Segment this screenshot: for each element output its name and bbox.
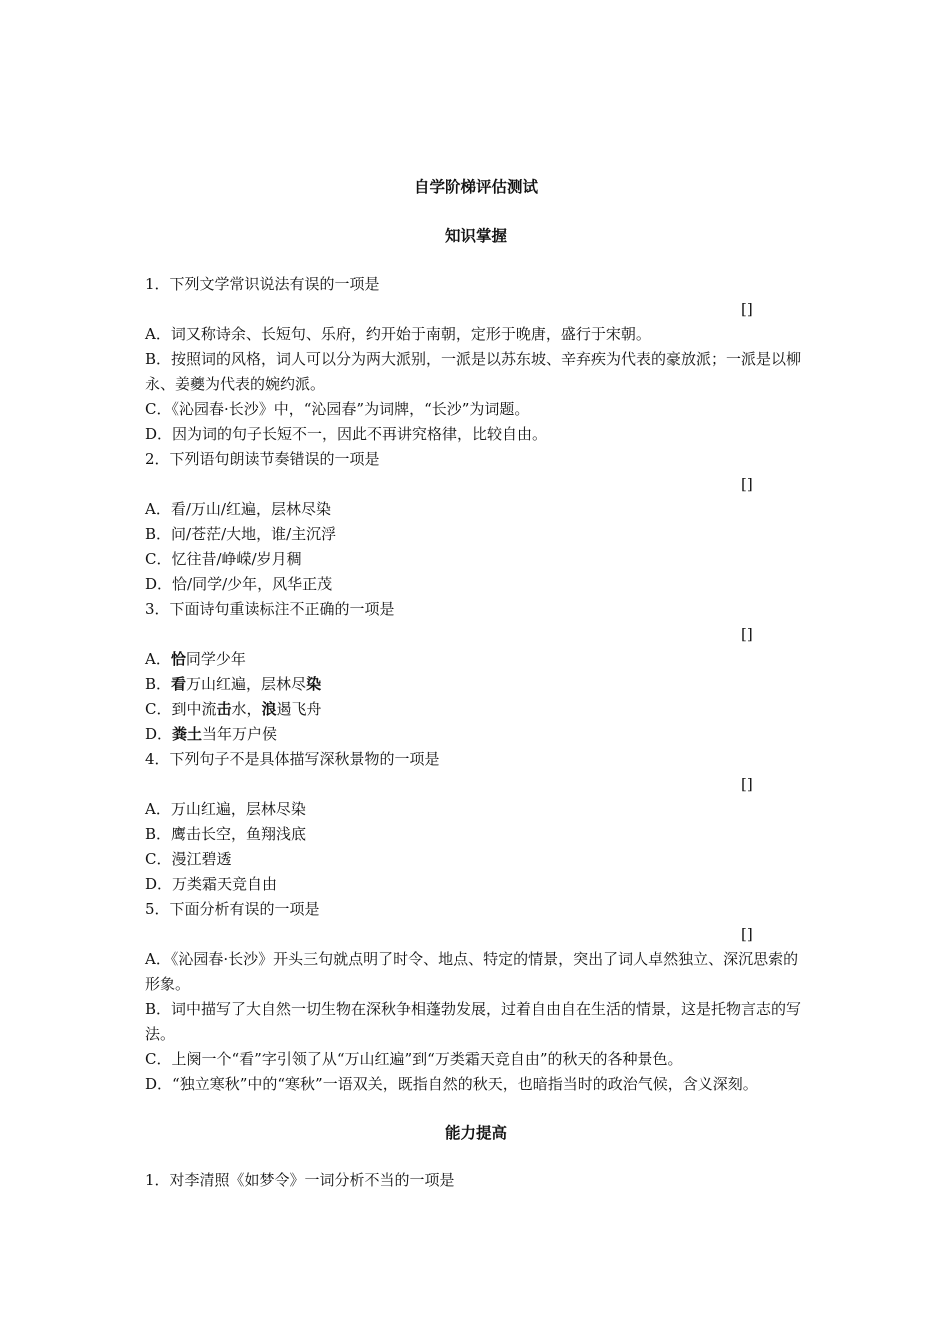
option-b: B．看万山红遍，层林尽染	[145, 675, 322, 693]
answer-bracket: []	[741, 925, 753, 943]
option-d: D．万类霜天竞自由	[145, 875, 278, 893]
option-a: A．看/万山/红遍，层林尽染	[145, 500, 331, 518]
question-stem: 3．下面诗句重读标注不正确的一项是	[145, 600, 395, 618]
option-b: B．词中描写了大自然一切生物在深秋争相蓬勃发展，过着自由自在生活的情景，这是托物言志的写法。	[145, 1000, 802, 1043]
option-d: D．“独立寒秋”中的“寒秋”一语双关，既指自然的秋天，也暗指当时的政治气候，含义深刻。	[145, 1075, 758, 1093]
question-stem: 1．下列文学常识说法有误的一项是	[145, 275, 380, 293]
option-b: B．鹰击长空，鱼翔浅底	[145, 825, 307, 843]
option-a: A．万山红遍，层林尽染	[145, 800, 306, 818]
option-c: C．到中流击水，浪遏飞舟	[145, 700, 322, 718]
question-stem: 1．对李清照《如梦令》一词分析不当的一项是	[145, 1171, 455, 1189]
option-d: D．恰/同学/少年，风华正茂	[145, 575, 333, 593]
option-b: B．按照词的风格，词人可以分为两大派别，一派是以苏东坡、辛弃疾为代表的豪放派；一派是以柳永、姜夔为代表的婉约派。	[145, 350, 802, 393]
stressed-word: 击	[216, 700, 232, 718]
option-d: D．粪土当年万户侯	[145, 725, 278, 743]
answer-bracket: []	[741, 625, 753, 643]
document-page	[145, 172, 807, 1193]
stressed-word: 恰	[170, 650, 186, 668]
question-stem: 5．下面分析有误的一项是	[145, 900, 320, 918]
page-title: 自学阶梯评估测试	[413, 177, 538, 196]
answer-bracket: []	[741, 300, 753, 318]
answer-bracket: []	[741, 475, 753, 493]
option-c: C．忆往昔/峥嵘/岁月稠	[145, 550, 302, 568]
option-a: A．《沁园春·长沙》开头三句就点明了时令、地点、特定的情景，突出了词人卓然独立、深沉思索的形象。	[145, 950, 799, 993]
question-stem: 2．下列语句朗读节奏错误的一项是	[145, 450, 380, 468]
option-a: A．恰同学少年	[145, 650, 246, 668]
stressed-word: 粪土	[172, 725, 203, 743]
option-c: C．《沁园春·长沙》中，“沁园春”为词牌，“长沙”为词题。	[145, 400, 530, 418]
stressed-word: 看	[171, 675, 187, 693]
stressed-word: 浪	[261, 700, 277, 718]
question-stem: 4．下列句子不是具体描写深秋景物的一项是	[145, 750, 440, 768]
option-d: D．因为词的句子长短不一，因此不再讲究格律，比较自由。	[145, 425, 548, 443]
option-c: C．漫江碧透	[145, 850, 232, 868]
option-b: B．问/苍茫/大地，谁/主沉浮	[145, 525, 337, 543]
answer-bracket: []	[741, 775, 753, 793]
option-a: A．词又称诗余、长短句、乐府，约开始于南朝，定形于晚唐，盛行于宋朝。	[145, 325, 651, 343]
option-c: C．上阕一个“看”字引领了从“万山红遍”到“万类霜天竞自由”的秋天的各种景色。	[145, 1050, 683, 1068]
section-heading-ability: 能力提高	[444, 1123, 507, 1142]
stressed-word: 染	[306, 675, 322, 693]
section-heading-knowledge: 知识掌握	[444, 226, 507, 245]
